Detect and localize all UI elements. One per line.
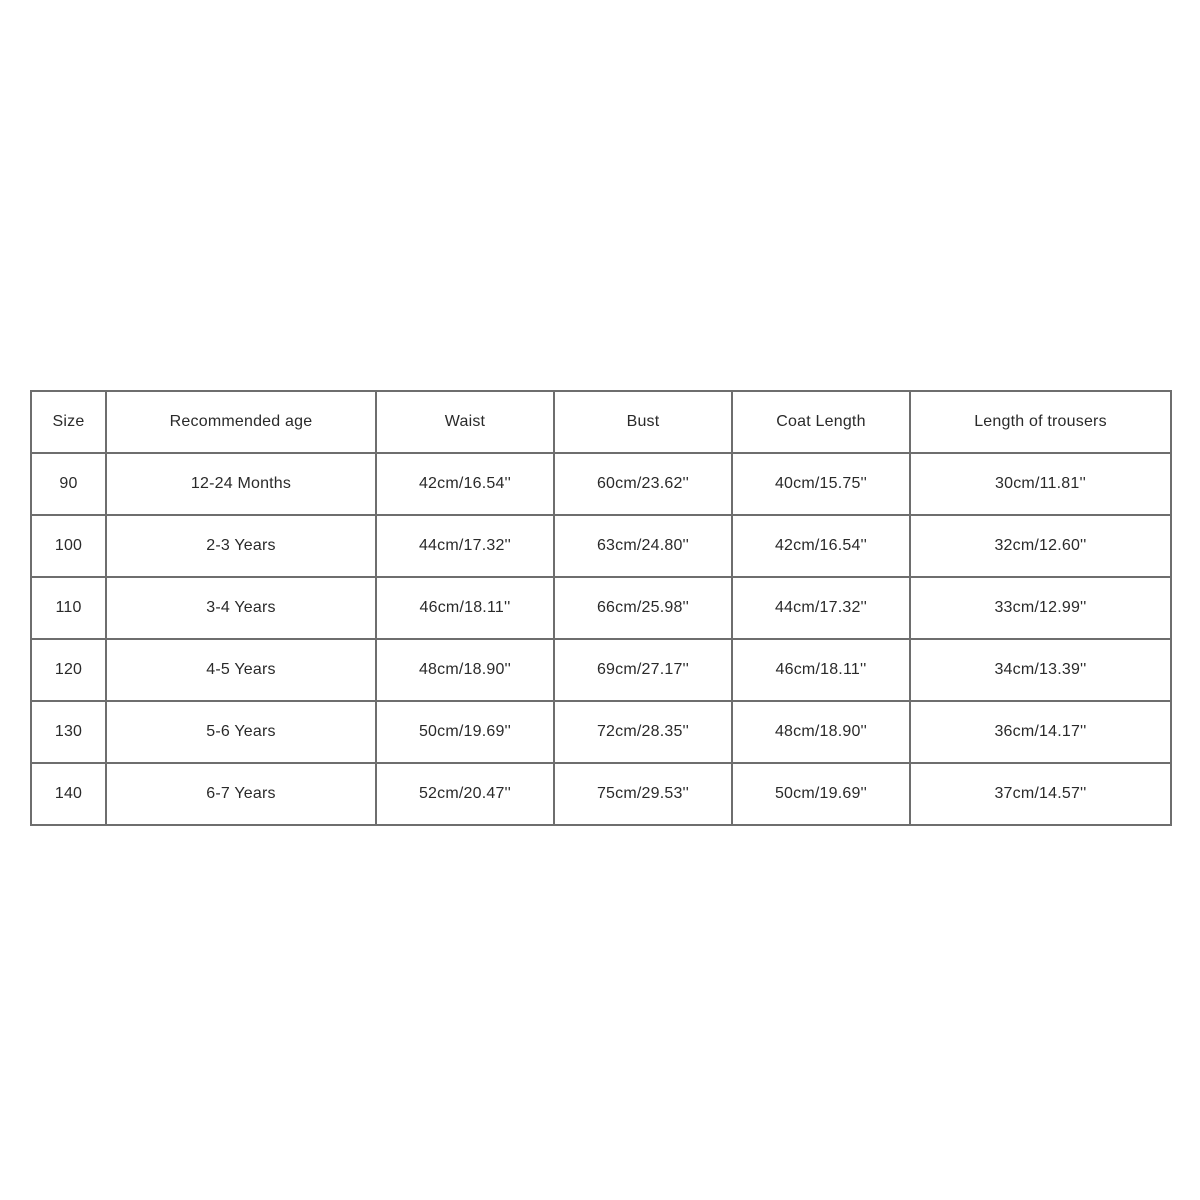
cell-coat-length: 42cm/16.54'': [732, 515, 910, 577]
table-row: [31, 577, 1171, 639]
table-row: [31, 515, 1171, 577]
cell-waist: 42cm/16.54'': [376, 453, 554, 515]
cell-bust: 69cm/27.17'': [554, 639, 732, 701]
cell-length-of-trousers: 36cm/14.17'': [910, 701, 1171, 763]
cell-recommended-age: 6-7 Years: [106, 763, 376, 825]
cell-recommended-age: 2-3 Years: [106, 515, 376, 577]
cell-bust: 72cm/28.35'': [554, 701, 732, 763]
header-bust: Bust: [554, 391, 732, 453]
cell-coat-length: 40cm/15.75'': [732, 453, 910, 515]
cell-recommended-age: 12-24 Months: [106, 453, 376, 515]
header-waist: Waist: [376, 391, 554, 453]
cell-size: 110: [31, 577, 106, 639]
cell-size: 100: [31, 515, 106, 577]
cell-length-of-trousers: 33cm/12.99'': [910, 577, 1171, 639]
cell-recommended-age: 4-5 Years: [106, 639, 376, 701]
cell-size: 130: [31, 701, 106, 763]
cell-waist: 48cm/18.90'': [376, 639, 554, 701]
cell-coat-length: 48cm/18.90'': [732, 701, 910, 763]
cell-coat-length: 50cm/19.69'': [732, 763, 910, 825]
size-chart: [30, 390, 1170, 810]
table-header-row: [31, 391, 1171, 453]
cell-bust: 63cm/24.80'': [554, 515, 732, 577]
cell-length-of-trousers: 34cm/13.39'': [910, 639, 1171, 701]
cell-size: 120: [31, 639, 106, 701]
cell-waist: 52cm/20.47'': [376, 763, 554, 825]
cell-length-of-trousers: 37cm/14.57'': [910, 763, 1171, 825]
size-table: [30, 390, 1172, 826]
cell-length-of-trousers: 32cm/12.60'': [910, 515, 1171, 577]
cell-size: 90: [31, 453, 106, 515]
table-row: [31, 453, 1171, 515]
header-size: Size: [31, 391, 106, 453]
cell-coat-length: 44cm/17.32'': [732, 577, 910, 639]
header-coat-length: Coat Length: [732, 391, 910, 453]
header-recommended-age: Recommended age: [106, 391, 376, 453]
cell-coat-length: 46cm/18.11'': [732, 639, 910, 701]
table-row: [31, 639, 1171, 701]
table-row: [31, 763, 1171, 825]
cell-bust: 75cm/29.53'': [554, 763, 732, 825]
cell-waist: 44cm/17.32'': [376, 515, 554, 577]
header-length-of-trousers: Length of trousers: [910, 391, 1171, 453]
table-row: [31, 701, 1171, 763]
cell-bust: 66cm/25.98'': [554, 577, 732, 639]
cell-bust: 60cm/23.62'': [554, 453, 732, 515]
cell-length-of-trousers: 30cm/11.81'': [910, 453, 1171, 515]
cell-waist: 50cm/19.69'': [376, 701, 554, 763]
cell-recommended-age: 5-6 Years: [106, 701, 376, 763]
cell-waist: 46cm/18.11'': [376, 577, 554, 639]
cell-recommended-age: 3-4 Years: [106, 577, 376, 639]
cell-size: 140: [31, 763, 106, 825]
